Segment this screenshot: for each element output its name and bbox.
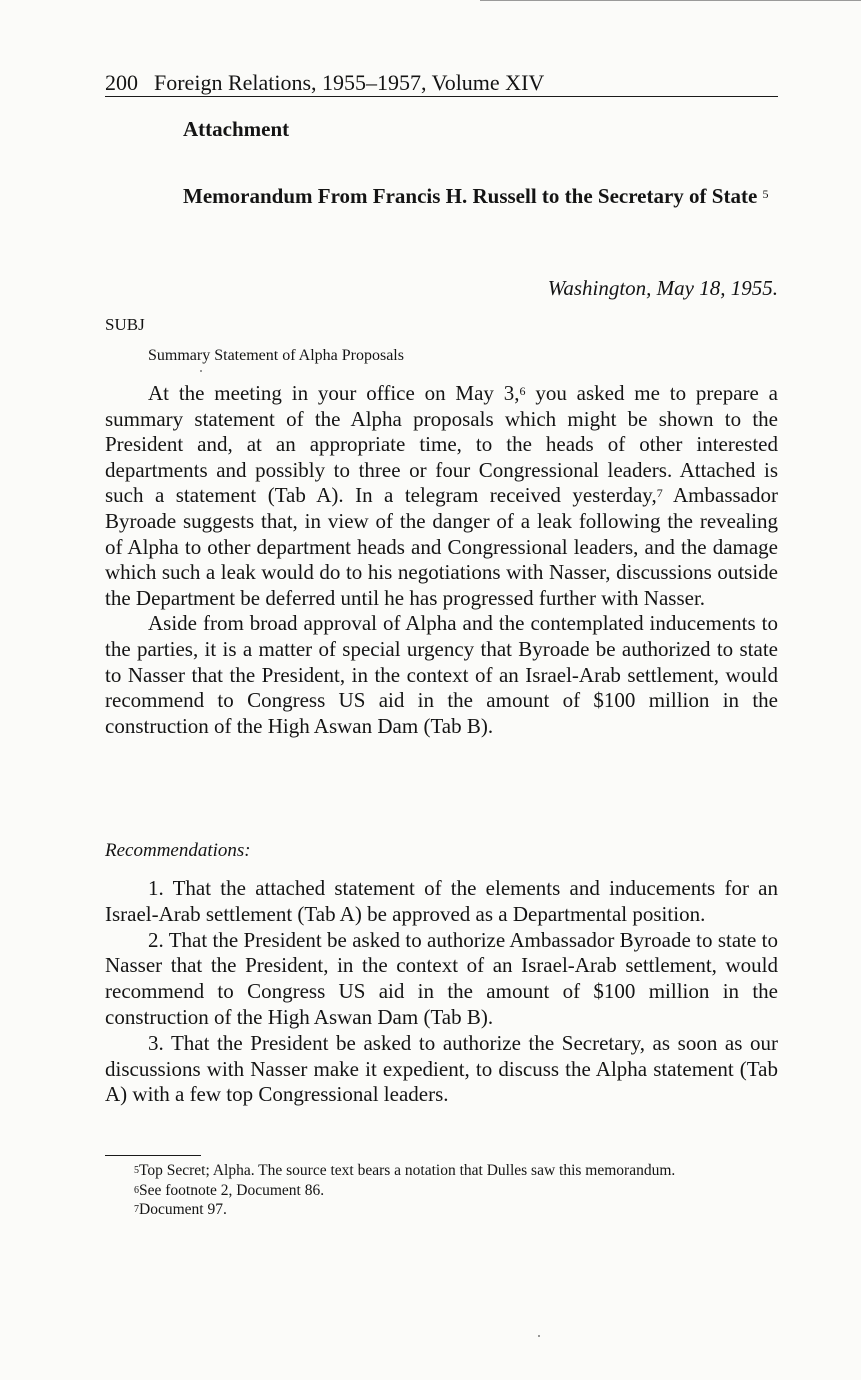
recommendation-item: 3. That the President be asked to authorize the Secretary, as soon as our discussions with Nasser make it expedient, to discuss the Alpha statement (Tab A) with a few top Congressional leaders. (105, 1030, 778, 1107)
page-number: 200 (105, 70, 138, 95)
paragraph-2: Aside from broad approval of Alpha and the contemplated inducements to the parties, it is a matter of special urgency that Byroade be authorized to state to Nasser that the President, in the context of an Israel-Arab settlement, would recommend to Congress US aid in the amount of $100 million in the construction of the High Aswan Dam (Tab B). (105, 611, 778, 738)
running-header (105, 70, 778, 97)
attachment-label: Attachment (183, 117, 290, 141)
scan-speck (538, 1335, 540, 1337)
recommendations-list (105, 876, 778, 1108)
recommendation-item: 2. That the President be asked to authorize Ambassador Byroade to state to Nasser that the President, in the context of an Israel-Arab settlement, would recommend to Congress US aid in the amount of $100 million in the construction of the High Aswan Dam (Tab B). (105, 927, 778, 1029)
memo-title (183, 183, 779, 209)
footnote-ref-5: 5 (762, 187, 769, 201)
scan-speck (200, 370, 202, 372)
footnote-item: $^6$See footnote 2, Document 86. (134, 1181, 325, 1199)
memo-body (105, 381, 778, 739)
paragraph-1: At the meeting in your office on May 3,$^6$ you asked me to prepare a summary statement of the Alpha proposals which might be shown to the President and, at an appropriate time, to the heads of other interested departments and possibly to three or four Congressional leaders. Attached is such a statement (Tab A). In a telegram received yesterday,$^7$ Ambassador Byroade suggests that, in view of the danger of a leak following the revealing of Alpha to other department heads and Congressional leaders, and the damage which such a leak would do to his negotiations with Nasser, discussions outside the Department be deferred until he has progressed further with Nasser. (105, 381, 778, 610)
dateline: Washington, May 18, 1955. (547, 276, 778, 300)
footnotes (105, 1161, 778, 1220)
subj-label: SUBJ (105, 315, 145, 334)
scan-edge-line (480, 0, 861, 1)
memo-title-text: Memorandum From Francis H. Russell to the Secretary of State (183, 184, 758, 208)
running-title: Foreign Relations, 1955–1957, Volume XIV (154, 70, 545, 95)
recommendations-label: Recommendations: (105, 840, 251, 861)
footnote-ref-7: 7 (656, 486, 663, 501)
footnote-item: $^7$Document 97. (134, 1201, 227, 1218)
recommendation-item: 1. That the attached statement of the elements and inducements for an Israel-Arab settlement (Tab A) be approved as a Departmental position. (105, 876, 778, 926)
footnote-ref-6: 6 (519, 384, 526, 398)
subject-line: Summary Statement of Alpha Proposals (148, 347, 404, 364)
footnote-rule (105, 1155, 201, 1156)
footnote-item: $^5$Top Secret; Alpha. The source text bears a notation that Dulles saw this memorandum. (134, 1162, 676, 1179)
